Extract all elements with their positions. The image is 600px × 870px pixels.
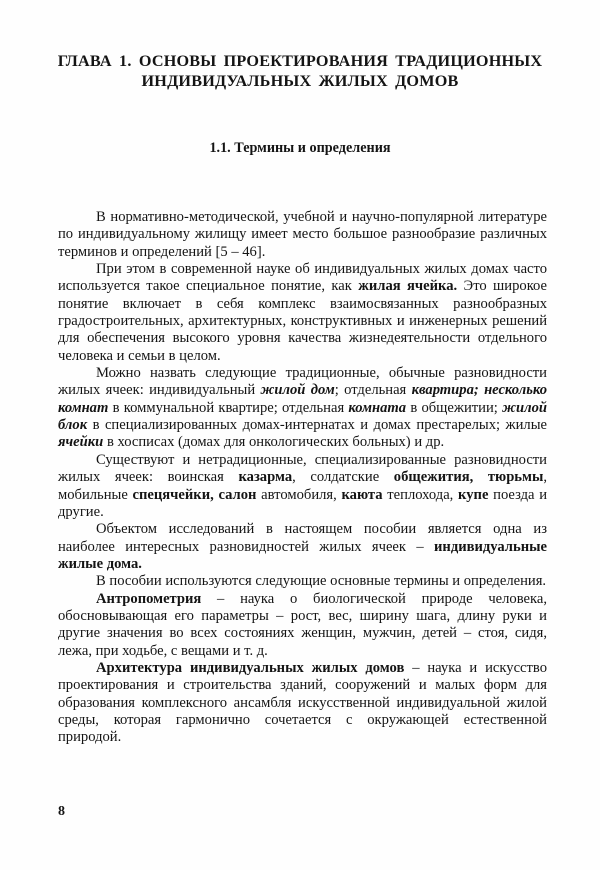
term-bold-italic: жилой дом bbox=[260, 382, 335, 399]
paragraph-text: Существуют и нетрадиционные, специализированные разновидности жилых ячеек: воинская bbox=[58, 451, 547, 486]
paragraph-text: в хосписах (домах для онкологических больных) и др. bbox=[103, 434, 445, 451]
term-bold: каюта bbox=[341, 486, 383, 503]
paragraph-terms-intro bbox=[58, 573, 547, 590]
paragraph-text: в общежитии; bbox=[406, 399, 503, 416]
chapter-title-line-1: ГЛАВА 1. ОСНОВЫ ПРОЕКТИРОВАНИЯ ТРАДИЦИОННЫХ bbox=[57, 52, 543, 70]
paragraph-text: в коммунальной квартире; отдельная bbox=[108, 399, 349, 416]
term-bold: общежития, тюрьмы bbox=[393, 469, 544, 486]
term-bold-italic: комната bbox=[348, 399, 407, 416]
paragraph-nontraditional-types bbox=[58, 452, 547, 521]
term-bold: спецячейки, салон bbox=[132, 486, 257, 503]
paragraph-traditional-types bbox=[58, 365, 547, 452]
paragraph-text: ; отдельная bbox=[334, 382, 412, 399]
term-bold: Архитектура индивидуальных жилых домов bbox=[96, 659, 405, 676]
term-bold: казарма bbox=[238, 469, 293, 486]
paragraph-text: Это широкое понятие включает в себя комплекс взаимосвязанных разнообразных градостроительных, архитектурных, конструктивных и инженерных решений для обеспечения высокого уровня качества жизнедеятельности отдельного человека и семьи в целом. bbox=[58, 278, 548, 364]
definition-anthropometry bbox=[58, 591, 547, 660]
paragraph-text: Объектом исследований в настоящем пособии является одна из наиболее интересных разновидностей жилых ячеек – bbox=[58, 521, 547, 555]
paragraph-living-cell bbox=[58, 261, 547, 365]
term-bold: Антропометрия bbox=[96, 590, 202, 607]
term-bold: купе bbox=[458, 486, 489, 503]
paragraph-text: в специализированных домах-интернатах и домах престарелых; жилые bbox=[87, 417, 547, 434]
term-bold-italic: ячейки bbox=[58, 434, 104, 451]
paragraph-text: , солдатские bbox=[292, 469, 394, 486]
definition-text: – наука о биологической природе человека, обосновывающая его параметры – рост, вес, ширину шага, длину руки и другие значения во всех состояниях женщин, мужчин, детей – стоя, сидя, лежа, при ходьбе, с вещами и т. д. bbox=[58, 590, 547, 659]
definition-architecture bbox=[58, 660, 547, 747]
term-bold-italic: квартира; несколько комнат bbox=[58, 382, 548, 416]
paragraph-text: теплохода, bbox=[382, 486, 459, 503]
paragraph-research-object bbox=[58, 521, 547, 573]
paragraph-text: поезда и другие. bbox=[58, 486, 548, 520]
section-title: 1.1. Термины и определения bbox=[209, 140, 391, 156]
paragraph-text: Можно назвать следующие традиционные, обычные разновидности жилых ячеек: индивидуальный bbox=[58, 365, 547, 399]
page-number: 8 bbox=[58, 804, 65, 819]
paragraph-text: При этом в современной науке об индивидуальных жилых домах часто используется такое специальное понятие, как bbox=[58, 261, 547, 295]
term-bold: индивидуальные жилые дома. bbox=[58, 538, 547, 572]
definition-text: – наука и искусство проектирования и строительства зданий, сооружений и малых форм для образования комплексного ансамбля искусственной индивидуальной жилой среды, которая гармонично сочетается с окружающей естественной природой. bbox=[58, 659, 547, 746]
body-text bbox=[58, 209, 547, 747]
term-bold: жилая ячейка. bbox=[358, 278, 458, 295]
paragraph-text: В нормативно-методической, учебной и научно-популярной литературе по индивидуальному жилищу имеет место большое разнообразие различных терминов и определений [5 – 46]. bbox=[58, 209, 547, 260]
chapter-title-line-2: ИНДИВИДУАЛЬНЫХ ЖИЛЫХ ДОМОВ bbox=[141, 72, 459, 90]
term-bold-italic: жилой блок bbox=[58, 399, 548, 434]
paragraph-text: автомобиля, bbox=[256, 486, 342, 503]
chapter-title bbox=[40, 51, 560, 91]
paragraph-text: , мобильные bbox=[58, 469, 548, 503]
paragraph-text: В пособии используются следующие основные термины и определения. bbox=[96, 573, 547, 590]
paragraph-intro bbox=[58, 209, 547, 261]
